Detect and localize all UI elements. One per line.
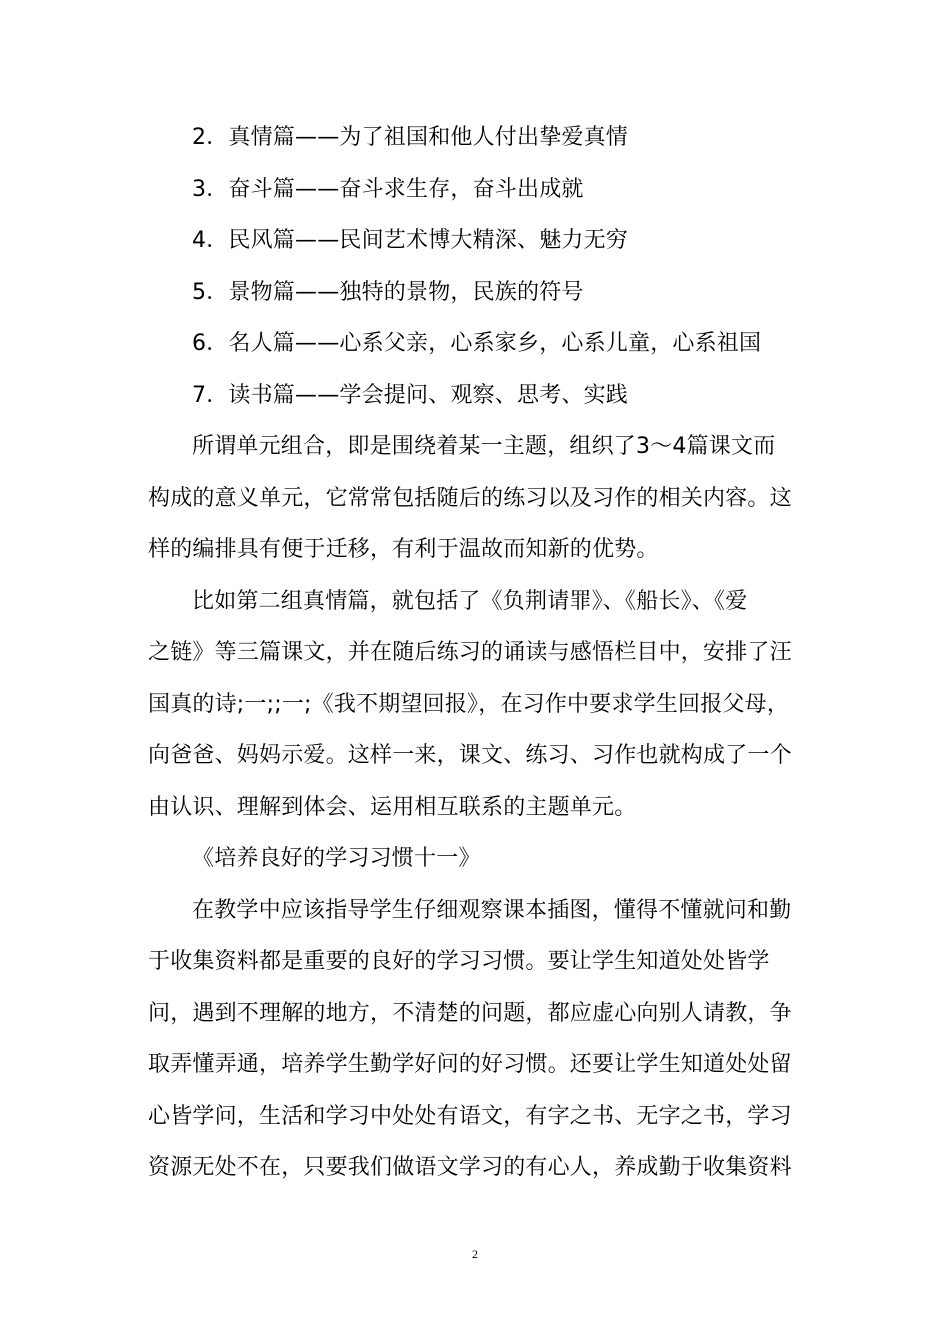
paragraph-line: 于收集资料都是重要的良好的学习习惯。要让学生知道处处皆学 [148, 949, 770, 974]
paragraph-line: 所谓单元组合，即是围绕着某一主题，组织了3～4篇课文而 [192, 434, 776, 459]
body-text [148, 112, 808, 1194]
section-heading: 《培养良好的学习习惯十一》 [192, 846, 481, 871]
paragraph-line: 心皆学问，生活和学习中处处有语文，有字之书、无字之书，学习 [148, 1103, 792, 1129]
paragraph-line: 国真的诗;一;;一;《我不期望回报》，在习作中要求学生回报父母， [148, 691, 790, 717]
paragraph-line: 取弄懂弄通，培养学生勤学好问的好习惯。还要让学生知道处处留 [148, 1052, 792, 1077]
paragraph-line: 问，遇到不理解的地方，不清楚的问题，都应虚心向别人请教，争 [148, 1000, 792, 1026]
page-number: 2 [472, 1247, 478, 1261]
list-item-3: 3．奋斗篇——奋斗求生存，奋斗出成就 [192, 176, 584, 202]
paragraph-line: 由认识、理解到体会、运用相互联系的主题单元。 [148, 794, 637, 820]
list-item-7: 7．读书篇——学会提问、观察、思考、实践 [192, 382, 628, 408]
paragraph-line: 在教学中应该指导学生仔细观察课本插图，懂得不懂就问和勤 [192, 897, 792, 923]
list-item-6: 6．名人篇——心系父亲，心系家乡，心系儿童，心系祖国 [192, 331, 762, 356]
paragraph-line: 资源无处不在，只要我们做语文学习的有心人，养成勤于收集资料 [148, 1155, 792, 1180]
paragraph-line: 样的编排具有便于迁移，有利于温故而知新的优势。 [148, 537, 659, 562]
paragraph-line: 比如第二组真情篇，就包括了《负荆请罪》、《船长》、《爱 [192, 588, 748, 614]
paragraph-line: 构成的意义单元，它常常包括随后的练习以及习作的相关内容。这 [148, 485, 792, 511]
paragraph-line: 向爸爸、妈妈示爱。这样一来，课文、练习、习作也就构成了一个 [148, 743, 792, 768]
list-item-5: 5．景物篇——独特的景物，民族的符号 [192, 279, 584, 305]
list-item-2: 2．真情篇——为了祖国和他人付出挚爱真情 [192, 125, 628, 150]
paragraph-line: 之链》等三篇课文，并在随后练习的诵读与感悟栏目中，安排了汪 [148, 640, 792, 665]
list-item-4: 4．民风篇——民间艺术博大精深、魅力无穷 [192, 228, 628, 253]
